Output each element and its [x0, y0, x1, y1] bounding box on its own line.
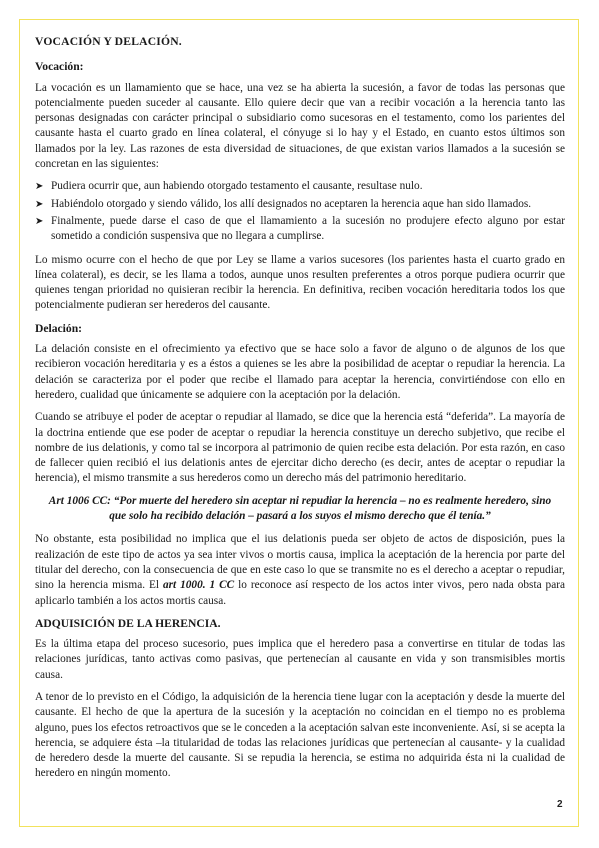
paragraph: La delación consiste en el ofrecimiento ya efectivo que se hace solo a favor de alguno o de algunos de los que recibieron vocación hereditaria y es a éstos a quienes se les abre la posibilidad de aceptar o repudiar la herencia. La delación se caracteriza por el poder que recibe el llamado para aceptar la herencia, convirtiéndose con ello en heredero, cualidad que únicamente se adquiere con la aceptación por la delación.	[35, 343, 565, 401]
page-number: 2	[557, 799, 563, 810]
paragraph: No obstante, esta posibilidad no implica que el ius delationis pueda ser objeto de actos de disposición, pues la realización de este tipo de actos ya sea inter vivos o mortis causa, implica la aceptación de la herencia por parte del titular del derecho, con la consecuencia de que en este caso lo que se transmite no es el derecho a aceptar o repudiar, sino la herencia misma. El art 1000. 1 CC lo reconoce así respecto de los actos inter vivos, pero nada obsta para aplicarlo también a los actos mortis causa.	[35, 533, 565, 607]
paragraph: A tenor de lo previsto en el Código, la adquisición de la herencia tiene lugar con la aceptación y desde la muerte del causante. El hecho de que la apertura de la sucesión y la aceptación no coincidan en el tiempo no es problema alguno, pues los efectos retroactivos que se le conceden a la aceptación salvan este inconveniente. Así, si se acepta la herencia, se adquiere ésta –la titularidad de todas las relaciones jurídicas que pertenecían al causante- y la cualidad de heredero desde la muerte del causante. Si se repudia la herencia, se estima no adquirida ésta ni la cualidad de heredero en ningún momento.	[35, 690, 565, 780]
list-item: ➤ Pudiera ocurrir que, aun habiendo otorgado testamento el causante, resultase nulo.	[35, 179, 565, 194]
bullet-list	[35, 179, 565, 244]
section-heading-adquisicion: ADQUISICIÓN DE LA HERENCIA.	[35, 616, 221, 630]
paragraph: Es la última etapa del proceso sucesorio, pues implica que el heredero pasa a convertirse en titular de todas las relaciones jurídicas, tanto activas como pasivas, que pertenecían al causante en vida y son transmisibles mortis causa.	[35, 638, 565, 681]
paragraph: Lo mismo ocurre con el hecho de que por Ley se llame a varios sucesores (los parientes hasta el cuarto grado en línea colateral), es decir, se les llama a todos, aunque unos resulten preferentes a otros porque pudiera ocurrir que quienes tengan prioridad no quisieran recibir la herencia. En definitiva, reciben vocación hereditaria todos los que potencialmente pudieran ser herederos del causante.	[35, 253, 565, 312]
article-reference: art 1000. 1 CC	[162, 579, 235, 592]
page-title: VOCACIÓN Y DELACIÓN.	[35, 35, 182, 48]
paragraph: Cuando se atribuye el poder de aceptar o repudiar al llamado, se dice que la herencia está “deferida”. La mayoría de la doctrina entiende que ese poder de aceptar o repudiar la herencia constituye un derecho subjetivo, que recibe el nombre de ius delationis, y como tal se incorpora al patrimonio de quien recibe esta delación. Por esta razón, en caso de fallecer quien recibió el ius delationis antes de ejercitar dicho derecho (es decir, antes de aceptar o repudiar la herencia), el mismo transmite a sus herederos como un derecho más del patrimonio hereditario.	[35, 411, 565, 485]
list-item: ➤ Habiéndolo otorgado y siendo válido, los allí designados no aceptaren la herencia aque han sido llamados.	[35, 197, 565, 212]
arrow-right-icon: ➤	[35, 181, 44, 193]
paragraph: La vocación es un llamamiento que se hace, una vez se ha abierta la sucesión, a favor de todas las personas que potencialmente pueden suceder al causante. Ello quiere decir que van a recibir vocación a la herencia tanto las personas designadas con carácter principal o subsidiario como sucesoras en el testamento, como los parientes del causante hasta el cuarto grado en línea colateral, el cónyuge si lo hay y el Estado, en cuanto estos últimos son llamados por la ley. Las razones de esta diversidad de situaciones, de que existan varios llamados a la sucesión se concretan en las siguientes:	[35, 81, 565, 171]
arrow-right-icon: ➤	[35, 215, 44, 227]
section-heading-vocacion: Vocación:	[35, 60, 84, 74]
list-item: ➤ Finalmente, puede darse el caso de que el llamamiento a la sucesión no produjere efecto alguno por estar sometido a condición suspensiva que no llegara a cumplirse.	[35, 214, 565, 243]
legal-quote: Art 1006 CC: “Por muerte del heredero sin aceptar ni repudiar la herencia – no es realmente heredero, sino que solo ha recibido delación – pasará a los suyos el mismo derecho que él tenía.”	[48, 494, 552, 523]
section-heading-delacion: Delación:	[35, 321, 83, 335]
arrow-right-icon: ➤	[35, 198, 44, 210]
document-body	[35, 30, 565, 789]
